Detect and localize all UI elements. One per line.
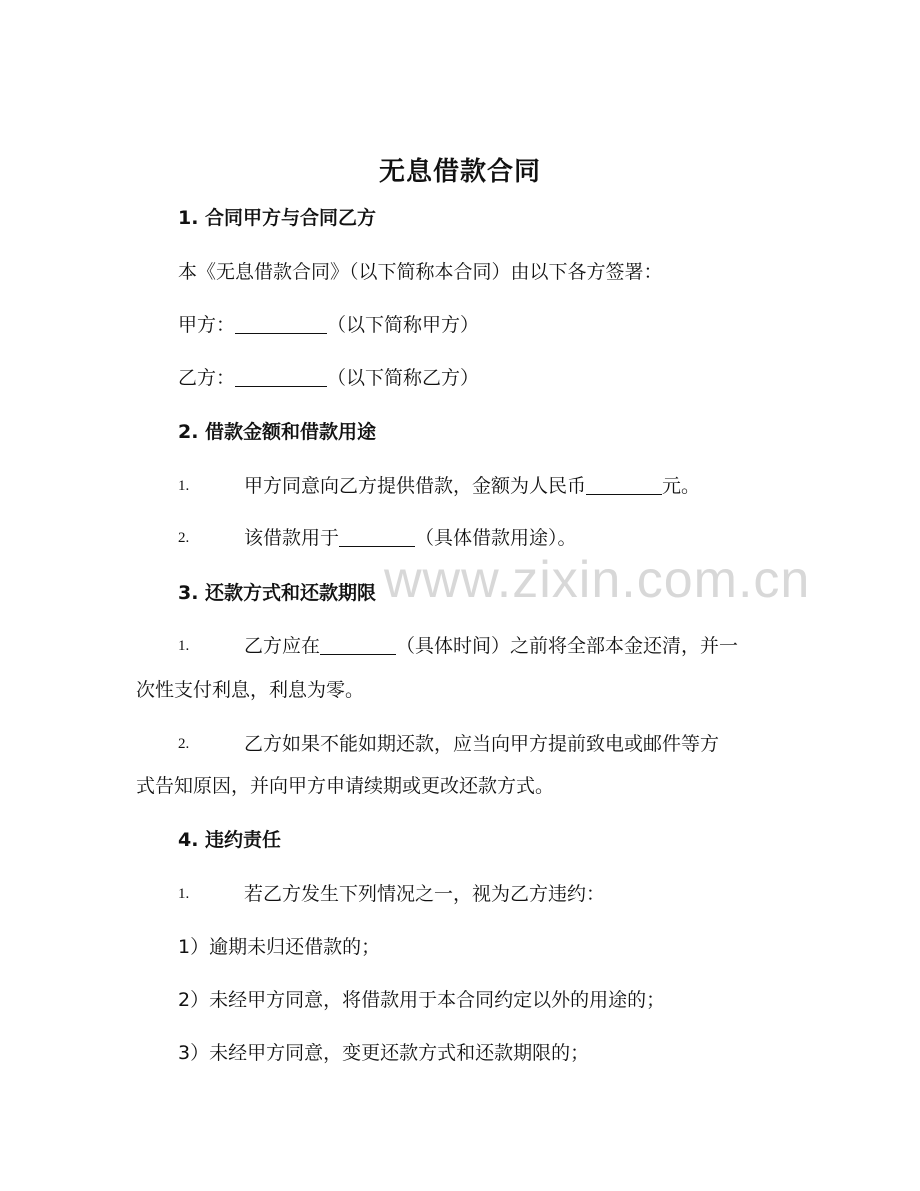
breach-case-1: 1）逾期未归还借款的； [178, 936, 381, 958]
clause-text: 元。 [662, 475, 701, 497]
document-title: 无息借款合同 [378, 157, 541, 187]
loan-purpose-clause [244, 524, 577, 552]
time-blank [320, 634, 396, 655]
item-number: 1. [178, 478, 190, 494]
intro-text: 本《无息借款合同》（以下简称本合同）由以下各方签署： [178, 261, 663, 283]
breach-case-3: 3）未经甲方同意，变更还款方式和还款期限的； [178, 1042, 590, 1064]
party-a-note: （以下简称甲方） [327, 314, 480, 336]
party-b-label: 乙方： [178, 367, 236, 389]
breach-clause: 若乙方发生下列情况之一，视为乙方违约： [244, 883, 606, 905]
clause-text: （具体时间）之前将全部本金还清，并一 [396, 635, 739, 657]
breach-case-2: 2）未经甲方同意，将借款用于本合同约定以外的用途的； [178, 989, 666, 1011]
item-number: 1. [178, 886, 190, 902]
party-b-line [178, 364, 479, 392]
watermark: www.zixin.com.cn [384, 551, 811, 609]
clause-continuation: 次性支付利息，利息为零。 [136, 679, 365, 701]
section-3-heading: 3. 还款方式和还款期限 [178, 582, 377, 604]
item-number: 1. [178, 638, 190, 654]
section-1-heading: 1. 合同甲方与合同乙方 [178, 207, 377, 229]
item-number: 2. [178, 530, 190, 546]
amount-blank [586, 474, 662, 495]
clause-text: 甲方同意向乙方提供借款，金额为人民币 [244, 475, 587, 497]
item-number: 2. [178, 736, 190, 752]
clause-text: 该借款用于 [244, 527, 340, 549]
party-a-line [178, 311, 479, 339]
clause-continuation: 式告知原因，并向甲方申请续期或更改还款方式。 [136, 775, 555, 797]
clause-text: 乙方应在 [244, 635, 321, 657]
party-b-note: （以下简称乙方） [327, 367, 480, 389]
party-a-blank [235, 313, 327, 334]
clause-text: （具体借款用途）。 [415, 527, 577, 549]
loan-amount-clause [244, 472, 700, 500]
section-2-heading: 2. 借款金额和借款用途 [178, 421, 377, 443]
section-4-heading: 4. 违约责任 [178, 829, 282, 851]
late-repayment-clause: 乙方如果不能如期还款，应当向甲方提前致电或邮件等方 [244, 733, 720, 755]
party-b-blank [235, 366, 327, 387]
purpose-blank [339, 526, 415, 547]
party-a-label: 甲方： [178, 314, 236, 336]
repayment-time-clause [244, 632, 738, 660]
